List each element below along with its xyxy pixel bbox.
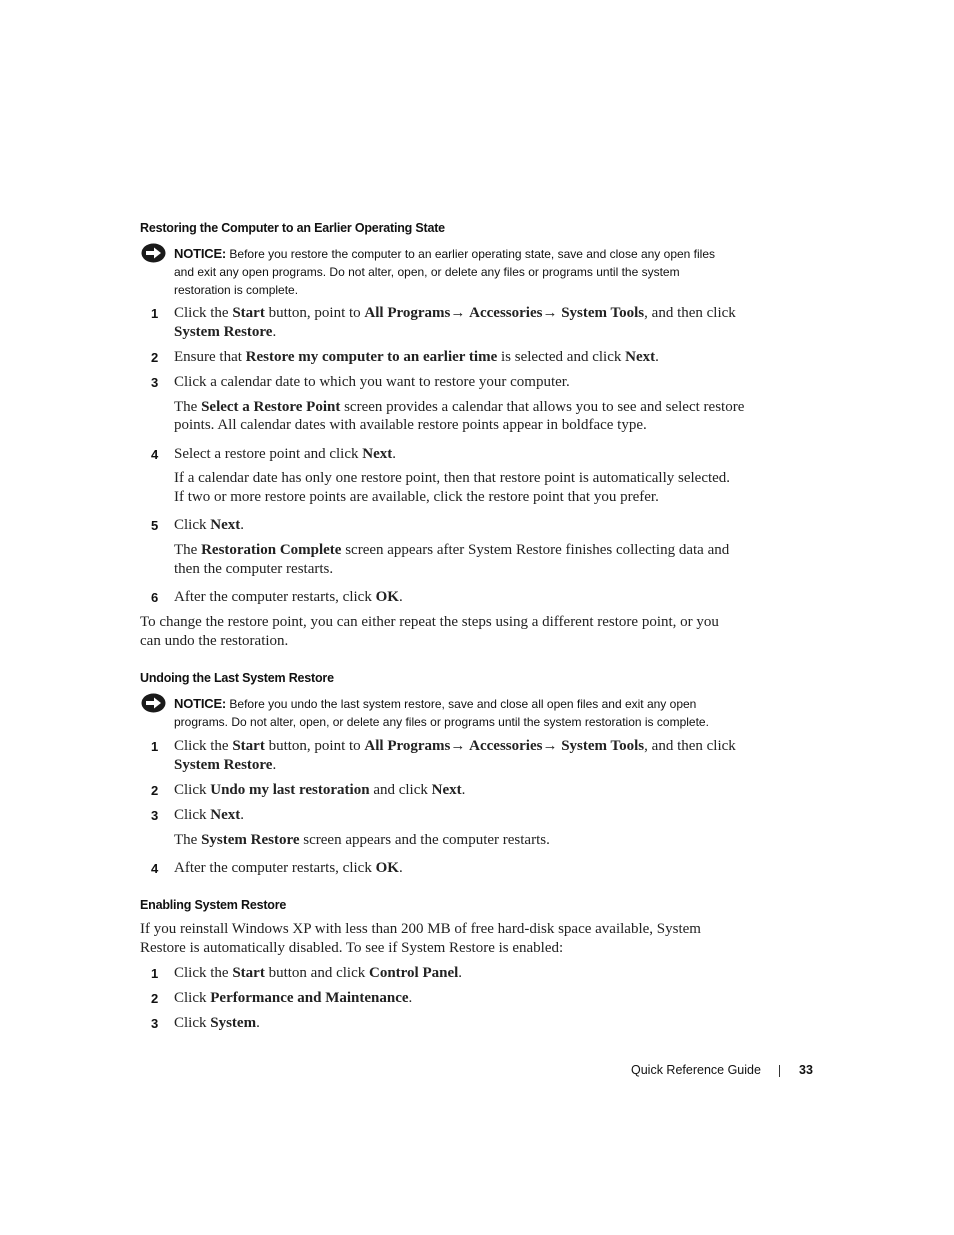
step-number: 1 bbox=[151, 739, 159, 754]
step-text: System Restore. bbox=[174, 324, 277, 340]
section-heading-restore: Restoring the Computer to an Earlier Operating State bbox=[140, 221, 445, 235]
step-number: 5 bbox=[151, 518, 159, 533]
step-number: 3 bbox=[151, 375, 159, 390]
step-number: 1 bbox=[151, 966, 159, 981]
step-paragraph: then the computer restarts. bbox=[174, 561, 334, 577]
closing-paragraph: To change the restore point, you can either repeat the steps using a different restore point, or you bbox=[140, 614, 719, 630]
step-text: Click Next. bbox=[174, 517, 244, 533]
intro-paragraph: If you reinstall Windows XP with less than 200 MB of free hard-disk space available, System bbox=[140, 921, 701, 937]
step-text: Click the Start button and click Control Panel. bbox=[174, 965, 463, 981]
notice-line: programs. Do not alter, open, or delete any files or programs until the system restoration is complete. bbox=[174, 715, 709, 729]
section-heading-enable: Enabling System Restore bbox=[140, 898, 287, 912]
step-number: 4 bbox=[151, 447, 159, 462]
footer-title: Quick Reference Guide bbox=[631, 1063, 761, 1077]
step-text: Select a restore point and click Next. bbox=[174, 446, 397, 462]
step-text: Click a calendar date to which you want to restore your computer. bbox=[174, 374, 570, 390]
notice-icon bbox=[141, 693, 166, 713]
step-text: Click the Start button, point to All Programs→ Accessories→ System Tools, and then click bbox=[174, 305, 736, 321]
notice-line: and exit any open programs. Do not alter, open, or delete any files or programs until the system bbox=[174, 265, 680, 279]
step-text: After the computer restarts, click OK. bbox=[174, 860, 403, 876]
step-number: 1 bbox=[151, 306, 159, 321]
step-text: System Restore. bbox=[174, 757, 277, 773]
closing-paragraph: can undo the restoration. bbox=[140, 633, 289, 649]
notice-text-restore: NOTICE: Before you restore the computer to an earlier operating state, save and close any open files bbox=[174, 246, 716, 261]
step-paragraph: If a calendar date has only one restore point, then that restore point is automatically selected. bbox=[174, 470, 731, 486]
step-paragraph: points. All calendar dates with available restore points appear in boldface type. bbox=[174, 417, 647, 433]
notice-icon bbox=[141, 243, 166, 263]
notice-line: restoration is complete. bbox=[174, 283, 299, 297]
step-text: After the computer restarts, click OK. bbox=[174, 589, 403, 605]
step-number: 3 bbox=[151, 1016, 159, 1031]
page-number: 33 bbox=[799, 1063, 813, 1077]
step-number: 6 bbox=[151, 590, 159, 605]
step-text: Ensure that Restore my computer to an earlier time is selected and click Next. bbox=[174, 349, 659, 365]
footer-divider bbox=[779, 1065, 780, 1077]
section-heading-undo: Undoing the Last System Restore bbox=[140, 671, 334, 685]
step-number: 4 bbox=[151, 861, 159, 876]
notice-label: NOTICE: bbox=[174, 246, 227, 261]
step-paragraph: If two or more restore points are available, click the restore point that you prefer. bbox=[174, 489, 659, 505]
step-paragraph: The Select a Restore Point screen provides a calendar that allows you to see and select restore bbox=[174, 399, 745, 415]
step-text: Click Performance and Maintenance. bbox=[174, 990, 413, 1006]
step-text: Click System. bbox=[174, 1015, 260, 1031]
step-text: Click the Start button, point to All Programs→ Accessories→ System Tools, and then click bbox=[174, 738, 736, 754]
intro-paragraph: Restore is automatically disabled. To see if System Restore is enabled: bbox=[140, 940, 564, 956]
step-number: 3 bbox=[151, 808, 159, 823]
step-number: 2 bbox=[151, 991, 159, 1006]
step-text: Click Next. bbox=[174, 807, 244, 823]
step-paragraph: The Restoration Complete screen appears after System Restore finishes collecting data and bbox=[174, 542, 730, 558]
notice-label: NOTICE: bbox=[174, 696, 227, 711]
step-number: 2 bbox=[151, 350, 159, 365]
step-number: 2 bbox=[151, 783, 159, 798]
step-paragraph: The System Restore screen appears and the computer restarts. bbox=[174, 832, 550, 848]
step-text: Click Undo my last restoration and click Next. bbox=[174, 782, 466, 798]
notice-text-undo: NOTICE: Before you undo the last system restore, save and close all open files and exit any open bbox=[174, 696, 697, 711]
